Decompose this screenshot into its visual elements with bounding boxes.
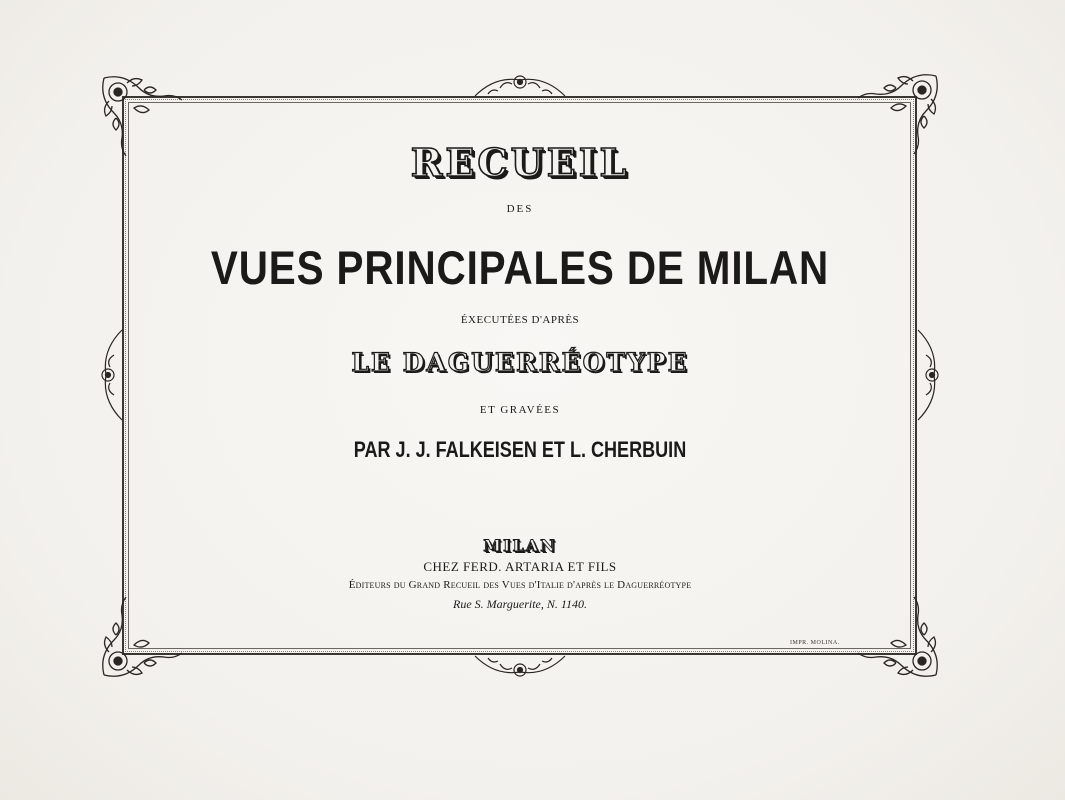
subtitle-daguerreotype: LE DAGUERRÉOTYPE [351,348,689,377]
imprint-address: Rue S. Marguerite, N. 1140. [453,597,587,611]
printer-mark: IMPR. MOLINA. [790,640,840,646]
title-des: DES [506,203,534,215]
mid-ornament-left [94,325,126,425]
mid-ornament-right [914,325,946,425]
imprint-publisher: CHEZ FERD. ARTARIA ET FILS [423,559,617,574]
subtitle-executees: ÉXECUTÉES D'APRÈS [460,314,580,326]
mid-ornament-top [470,68,570,100]
imprint-city: MILAN [483,536,557,555]
subtitle-gravees: ET GRAVÉES [479,404,561,416]
title-recueil: RECUEIL [410,140,630,185]
imprint-description: Éditeurs du Grand Recueil des Vues d'Italie d'après le Daguerréotype [348,579,692,591]
mid-ornament-bottom [470,652,570,684]
authors-line: PAR J. J. FALKEISEN ET L. CHERBUIN [353,437,687,462]
main-title: VUES PRINCIPALES DE MILAN [210,241,830,294]
